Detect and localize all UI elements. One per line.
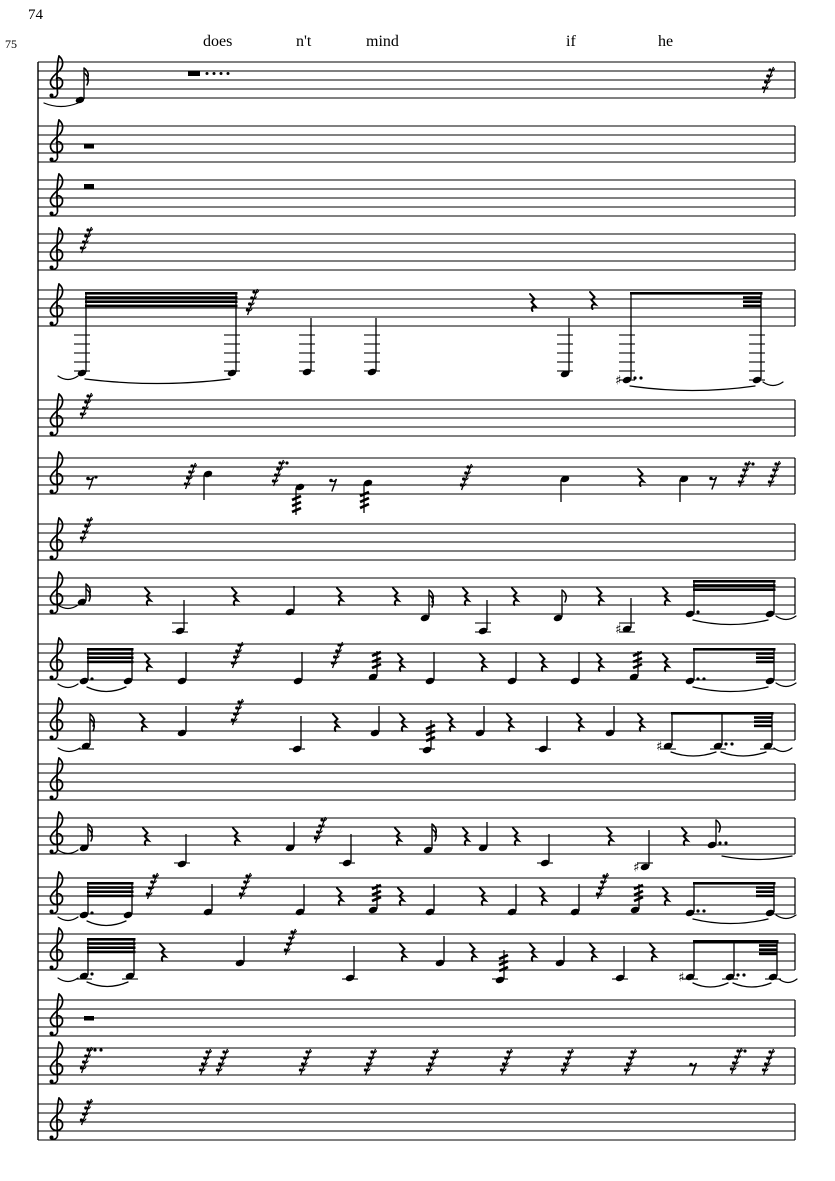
staff-14 — [38, 872, 796, 926]
staff-1 — [38, 56, 795, 107]
staff-7 — [38, 452, 795, 515]
lyric-syllable: he — [658, 33, 674, 50]
svg-text:♯: ♯ — [615, 622, 622, 638]
staff-6 — [38, 393, 795, 436]
lyric-syllable: does — [203, 33, 233, 50]
measure-number-74: 74 — [28, 7, 43, 23]
svg-text:♯: ♯ — [656, 739, 663, 755]
svg-text:♯: ♯ — [615, 373, 622, 389]
staff-12 — [38, 758, 795, 800]
lyric-syllable: n't — [296, 33, 312, 50]
staff-3 — [38, 174, 795, 216]
svg-text:♯: ♯ — [633, 860, 640, 876]
staff-11 — [38, 698, 795, 756]
staff-5 — [38, 284, 795, 391]
staff-13 — [38, 812, 795, 876]
lyric-syllable: if — [566, 33, 576, 50]
staff-2 — [38, 120, 795, 162]
staff-4 — [38, 227, 795, 270]
staff-9 — [38, 572, 796, 638]
staff-17 — [38, 1042, 795, 1084]
staff-10 — [38, 638, 796, 692]
lyric-syllable: mind — [366, 33, 399, 50]
measure-number-75: 75 — [5, 37, 17, 51]
svg-text:♯: ♯ — [678, 970, 685, 986]
staff-16 — [38, 994, 795, 1036]
staff-18 — [38, 1098, 795, 1140]
staff-15 — [38, 928, 797, 987]
staff-8 — [38, 517, 795, 560]
